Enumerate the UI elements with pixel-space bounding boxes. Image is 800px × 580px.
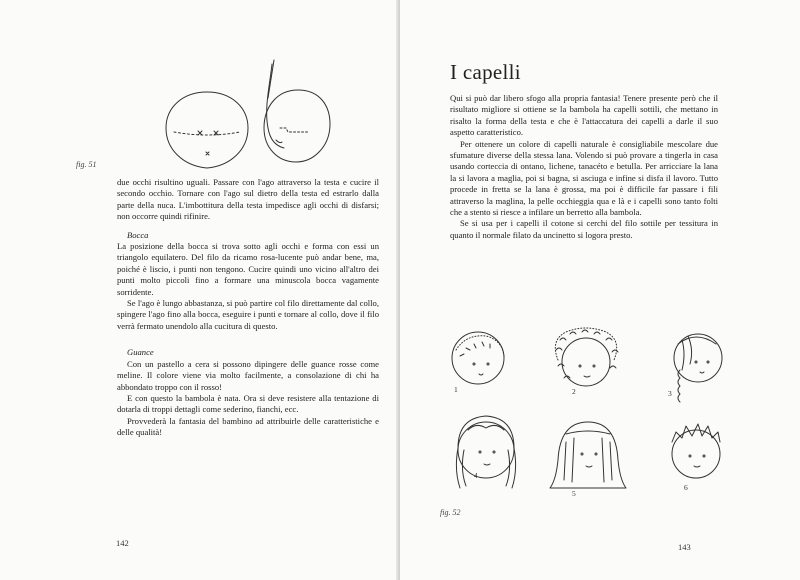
hairstyle-4-drawing: [456, 416, 515, 488]
hairstyle-2-drawing: [555, 328, 618, 386]
figure-number: 3: [668, 389, 672, 398]
right-page: [400, 0, 800, 580]
figure-number: 1: [454, 385, 458, 394]
left-paragraph: La posizione della bocca si trova sotto agli occhi e forma con essi un triangolo equilatero. Del filo da ricamo rosa-lucente può andar bene, ma, poiché è liscio, i punti non tengono. Cucire quindi uno vicino all'altro dei punti molto piccoli fino a formare una minuscola bocca vagamente sorridente.: [117, 241, 379, 297]
left-paragraph: due occhi risultino uguali. Passare con l'ago attraverso la testa e cucire il secondo occhio. Tornare con l'ago sul dietro della testa ed estrarlo dalla parte della nuca. L'imbottitura della testa impedisce agli occhi di disfarsi; non occorre quindi rifinire.: [117, 177, 379, 222]
section-heading-bocca: Bocca: [127, 229, 149, 240]
left-paragraph: Provvederà la fantasia del bambino ad attribuirle delle caratteristiche e delle qualità!: [117, 415, 379, 438]
figure-52-caption: fig. 52: [440, 508, 461, 517]
left-paragraph: Con un pastello a cera si possono dipingere delle guance rosse come meline. Il colore viene via molto facilmente, a consolazione di chi ha abbondato troppo con il rosso!: [117, 358, 379, 392]
figure-number: 5: [572, 489, 576, 498]
left-paragraph: E con questo la bambola è nata. Ora si deve resistere alla tentazione di dotarla di troppi dettagli come sederino, fianchi, ecc.: [117, 392, 379, 415]
doll-hairstyles-icon: [446, 330, 756, 510]
left-paragraph: Se l'ago è lungo abbastanza, si può partire col filo direttamente dal collo, spingere l'ago fino alla bocca, eseguire i punti e tornare al collo, dove il filo verrà fermato unendolo alla cucitura di questo.: [117, 298, 379, 331]
figure-number: 6: [684, 483, 688, 492]
page-number-left: 142: [116, 538, 129, 548]
section-heading-guance: Guance: [127, 347, 154, 358]
right-text-column: [450, 93, 718, 241]
hairstyle-3-drawing: [674, 334, 722, 402]
hairstyle-1-drawing: [452, 332, 504, 384]
left-text-column: [117, 177, 379, 439]
page-number-right: 143: [678, 542, 691, 552]
chapter-title: I capelli: [450, 60, 521, 84]
figure-51-caption: fig. 51: [76, 160, 97, 169]
doll-head-side-needle-icon: [258, 58, 333, 173]
hairstyle-5-drawing: [550, 422, 626, 488]
doll-head-front-icon: [160, 88, 255, 173]
figure-number: 4: [474, 471, 478, 480]
right-paragraph: Per ottenere un colore di capelli naturale è consigliabile mescolare due sfumature diverse della stessa lana. Volendo si può provare a tingerla in casa usando corteccia di ontano, lichene, tanacéto e betulla. Per arricciare la lana la si lavora a maglia, poi si bagna, si asciuga e infine si disfa il lavoro. Tutto procede in fretta se la lana è grossa, ma poi è difficile far passare i fili attraverso la maglina, la pelle occhieggia qua e là e i capelli sono tanto folti che a stento si riesce a infilare un berretto alla bambola.: [450, 138, 718, 218]
hairstyle-6-drawing: [672, 424, 720, 478]
figure-number: 2: [572, 387, 576, 396]
right-paragraph: Se si usa per i capelli il cotone si cerchi del filo sottile per tessitura in quanto il normale filato da uncinetto si logora presto.: [450, 218, 718, 240]
right-paragraph: Qui si può dar libero sfogo alla propria fantasia! Tenere presente però che il risultato migliore si ottiene se la bambola ha capelli sottili, che mettano in risalto la forma della testa e che è l'attaccatura dei capelli a darle il suo aspetto caratteristico.: [450, 93, 718, 138]
